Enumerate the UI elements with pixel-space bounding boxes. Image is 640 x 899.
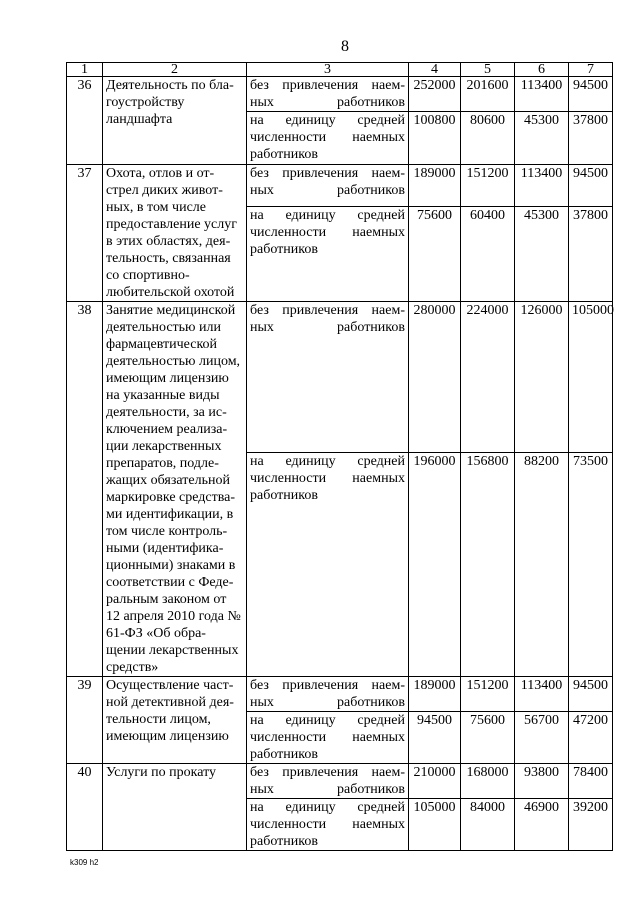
table-row bbox=[67, 677, 613, 712]
value-cell: 201600 bbox=[461, 77, 515, 112]
condition-cell: на единицу средней численности наемных работников bbox=[247, 112, 409, 165]
value-cell: 46900 bbox=[515, 799, 569, 851]
value-cell: 56700 bbox=[515, 712, 569, 764]
value-cell: 88200 bbox=[515, 452, 569, 676]
row-number: 38 bbox=[67, 302, 103, 677]
value-cell: 168000 bbox=[461, 764, 515, 799]
value-cell: 113400 bbox=[515, 165, 569, 207]
row-number: 39 bbox=[67, 677, 103, 764]
value-cell: 280000 bbox=[409, 302, 461, 453]
row-number: 36 bbox=[67, 77, 103, 165]
value-cell: 78400 bbox=[569, 764, 613, 799]
condition-cell: без привлечения наем-ных работников bbox=[247, 165, 409, 207]
row-number: 37 bbox=[67, 165, 103, 302]
condition-cell: на единицу средней численности наемных работников bbox=[247, 452, 409, 676]
column-header-2: 2 bbox=[103, 63, 247, 77]
condition-cell: на единицу средней численности наемных работников bbox=[247, 799, 409, 851]
value-cell: 105000 bbox=[569, 302, 613, 453]
value-cell: 156800 bbox=[461, 452, 515, 676]
value-cell: 151200 bbox=[461, 677, 515, 712]
activity-cell: Услуги по прокату bbox=[103, 764, 247, 851]
column-header-3: 3 bbox=[247, 63, 409, 77]
footer-code: k309 h2 bbox=[70, 858, 99, 867]
column-header-4: 4 bbox=[409, 63, 461, 77]
value-cell: 37800 bbox=[569, 112, 613, 165]
value-cell: 189000 bbox=[409, 677, 461, 712]
value-cell: 210000 bbox=[409, 764, 461, 799]
value-cell: 105000 bbox=[409, 799, 461, 851]
activity-cell: Охота, отлов и от-стрел диких живот-ных, в том числе предоставление услуг в этих областях, дея-тельность, связанная со спортивно-любительской охотой bbox=[103, 165, 247, 302]
value-cell: 75600 bbox=[461, 712, 515, 764]
value-cell: 47200 bbox=[569, 712, 613, 764]
condition-cell: без привлечения наем-ных работников bbox=[247, 77, 409, 112]
value-cell: 37800 bbox=[569, 207, 613, 302]
value-cell: 126000 bbox=[515, 302, 569, 453]
value-cell: 60400 bbox=[461, 207, 515, 302]
table-row bbox=[67, 165, 613, 207]
value-cell: 151200 bbox=[461, 165, 515, 207]
condition-cell: без привлечения наем-ных работников bbox=[247, 764, 409, 799]
column-header-7: 7 bbox=[569, 63, 613, 77]
value-cell: 100800 bbox=[409, 112, 461, 165]
column-header-6: 6 bbox=[515, 63, 569, 77]
value-cell: 73500 bbox=[569, 452, 613, 676]
table-row bbox=[67, 764, 613, 799]
value-cell: 113400 bbox=[515, 677, 569, 712]
value-cell: 189000 bbox=[409, 165, 461, 207]
row-number: 40 bbox=[67, 764, 103, 851]
value-cell: 113400 bbox=[515, 77, 569, 112]
column-header-1: 1 bbox=[67, 63, 103, 77]
value-cell: 80600 bbox=[461, 112, 515, 165]
table-row bbox=[67, 302, 613, 453]
value-cell: 45300 bbox=[515, 112, 569, 165]
condition-cell: на единицу средней численности наемных работников bbox=[247, 712, 409, 764]
header-row bbox=[67, 63, 613, 77]
value-cell: 224000 bbox=[461, 302, 515, 453]
value-cell: 252000 bbox=[409, 77, 461, 112]
value-cell: 45300 bbox=[515, 207, 569, 302]
value-cell: 93800 bbox=[515, 764, 569, 799]
value-cell: 94500 bbox=[569, 677, 613, 712]
column-header-5: 5 bbox=[461, 63, 515, 77]
activity-cell: Осуществление част-ной детективной дея-тельности лицом, имеющим лицензию bbox=[103, 677, 247, 764]
activity-cell: Деятельность по бла-гоустройству ландшафта bbox=[103, 77, 247, 165]
condition-cell: без привлечения наем-ных работников bbox=[247, 677, 409, 712]
value-cell: 94500 bbox=[569, 77, 613, 112]
tariff-table bbox=[66, 62, 613, 851]
value-cell: 196000 bbox=[409, 452, 461, 676]
activity-cell: Занятие медицинской деятельностью или фармацевтической деятельностью лицом, имеющим лицензию на указанные виды деятельности, за ис-ключением реализа-ции лекарственных препаратов, подле-жащих обязательной маркировке средства-ми идентификации, в том числе контроль-ными (идентифика-ционными) знаками в соответствии с Феде-ральным законом от 12 апреля 2010 года № 61-ФЗ «Об обра-щении лекарственных средств» bbox=[103, 302, 247, 677]
condition-cell: на единицу средней численности наемных работников bbox=[247, 207, 409, 302]
value-cell: 94500 bbox=[409, 712, 461, 764]
value-cell: 84000 bbox=[461, 799, 515, 851]
page-number: 8 bbox=[341, 38, 349, 55]
value-cell: 94500 bbox=[569, 165, 613, 207]
value-cell: 75600 bbox=[409, 207, 461, 302]
condition-cell: без привлечения наем-ных работников bbox=[247, 302, 409, 453]
value-cell: 39200 bbox=[569, 799, 613, 851]
table-row bbox=[67, 77, 613, 112]
